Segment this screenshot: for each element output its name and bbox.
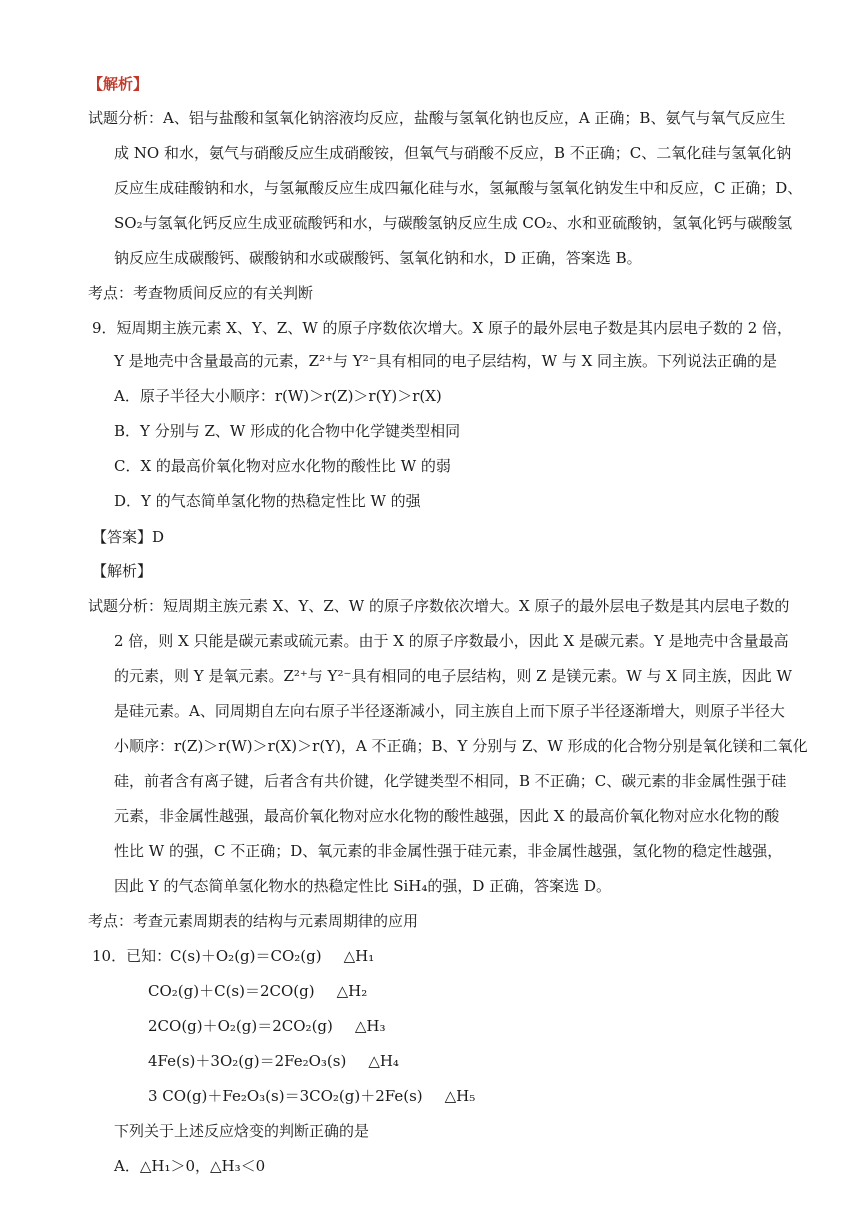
q10-equation-2 — [148, 981, 367, 1001]
q9-analysis-line: 因此 Y 的气态简单氢化物水的热稳定性比 SiH₄的强，D 正确，答案选 D。 — [114, 877, 611, 895]
kaodian-q9: 考点：考查元素周期表的结构与元素周期律的应用 — [88, 912, 419, 930]
q9-analysis-line: 硅，前者含有离子键，后者含有共价键，化学键类型不相同，B 不正确；C、碳元素的非金属性强于硅 — [114, 772, 787, 790]
q9-analysis-line: 元素，非金属性越强，最高价氧化物对应水化物的酸性越强，因此 X 的最高价氧化物对应水化物的酸 — [114, 807, 780, 825]
q9-analysis-line: 的元素，则 Y 是氧元素。Z²⁺与 Y²⁻具有相同的电子层结构，则 Z 是镁元素。W 与 X 同主族，因此 W — [114, 667, 792, 685]
analysis-line: SO₂与氢氧化钙反应生成亚硫酸钙和水，与碳酸氢钠反应生成 CO₂、水和亚硫酸钠，氢氧化钙与碳酸氢 — [114, 214, 793, 232]
equation-text: 3 CO(g)＋Fe₂O₃(s)＝3CO₂(g)＋2Fe(s) — [148, 1087, 423, 1105]
q9-option-d: D．Y 的气态简单氢化物的热稳定性比 W 的强 — [114, 492, 421, 510]
q9-option-a: A．原子半径大小顺序：r(W)＞r(Z)＞r(Y)＞r(X) — [114, 387, 442, 405]
enthalpy-label: △H₃ — [354, 1017, 386, 1035]
q9-option-b: B．Y 分别与 Z、W 形成的化合物中化学键类型相同 — [114, 422, 461, 440]
q9-stem: Y 是地壳中含量最高的元素，Z²⁺与 Y²⁻具有相同的电子层结构，W 与 X 同主族。下列说法正确的是 — [114, 352, 778, 370]
q9-analysis-line: 2 倍，则 X 只能是碳元素或硫元素。由于 X 的原子序数最小，因此 X 是碳元素。Y 是地壳中含量最高 — [114, 632, 789, 650]
enthalpy-label: △H₄ — [368, 1052, 399, 1070]
jiexi-label-q8: 【解析】 — [88, 75, 149, 93]
q9-option-c: C．X 的最高价氧化物对应水化物的酸性比 W 的弱 — [114, 457, 451, 475]
q9-analysis-line: 是硅元素。A、同周期自左向右原子半径逐渐减小，同主族自上而下原子半径逐渐增大，则原子半径大 — [114, 702, 785, 720]
q10-question: 下列关于上述反应焓变的判断正确的是 — [114, 1122, 370, 1140]
q10-equation-5 — [148, 1086, 475, 1106]
q10-option-a: A．△H₁＞0，△H₃＜0 — [114, 1157, 266, 1175]
q9-analysis-line: 性比 W 的强，C 不正确；D、氧元素的非金属性强于硅元素，非金属性越强，氢化物的稳定性越强， — [114, 842, 783, 860]
analysis-line: 成 NO 和水，氨气与硝酸反应生成硝酸铵，但氧气与硝酸不反应，B 不正确；C、二氧化硅与氢氧化钠 — [114, 144, 792, 162]
enthalpy-label: △H₁ — [343, 947, 375, 965]
jiexi-label-q9: 【解析】 — [92, 562, 153, 580]
enthalpy-label: △H₂ — [336, 982, 368, 1000]
q9-analysis-line: 试题分析：短周期主族元素 X、Y、Z、W 的原子序数依次增大。X 原子的最外层电子数是其内层电子数的 — [88, 597, 790, 615]
equation-text: C(s)＋O₂(g)＝CO₂(g) — [170, 947, 322, 965]
equation-text: 4Fe(s)＋3O₂(g)＝2Fe₂O₃(s) — [148, 1052, 347, 1070]
equation-text: CO₂(g)＋C(s)＝2CO(g) — [148, 982, 315, 1000]
analysis-line: 反应生成硅酸钠和水，与氢氟酸反应生成四氟化硅与水，氢氟酸与氢氧化钠发生中和反应，C 正确；D、 — [114, 179, 803, 197]
enthalpy-label: △H₅ — [444, 1087, 476, 1105]
equation-text: 2CO(g)＋O₂(g)＝2CO₂(g) — [148, 1017, 333, 1035]
q9-stem: 9．短周期主族元素 X、Y、Z、W 的原子序数依次增大。X 原子的最外层电子数是其内层电子数的 2 倍， — [92, 319, 793, 337]
q10-prefix: 10．已知： — [92, 947, 172, 965]
analysis-line: 试题分析：A、铝与盐酸和氢氧化钠溶液均反应，盐酸与氢氧化钠也反应，A 正确；B、氨气与氧气反应生 — [88, 109, 786, 127]
analysis-line: 钠反应生成碳酸钙、碳酸钠和水或碳酸钙、氢氧化钠和水，D 正确，答案选 B。 — [114, 249, 642, 267]
kaodian-q8: 考点：考查物质间反应的有关判断 — [88, 284, 314, 302]
q10-equation-4 — [148, 1051, 399, 1071]
q9-analysis-line: 小顺序：r(Z)＞r(W)＞r(X)＞r(Y)，A 不正确；B、Y 分别与 Z、W 形成的化合物分别是氧化镁和二氧化 — [114, 737, 808, 755]
q9-answer: 【答案】D — [92, 528, 165, 546]
q10-equation-1 — [170, 946, 374, 966]
q10-equation-3 — [148, 1016, 386, 1036]
